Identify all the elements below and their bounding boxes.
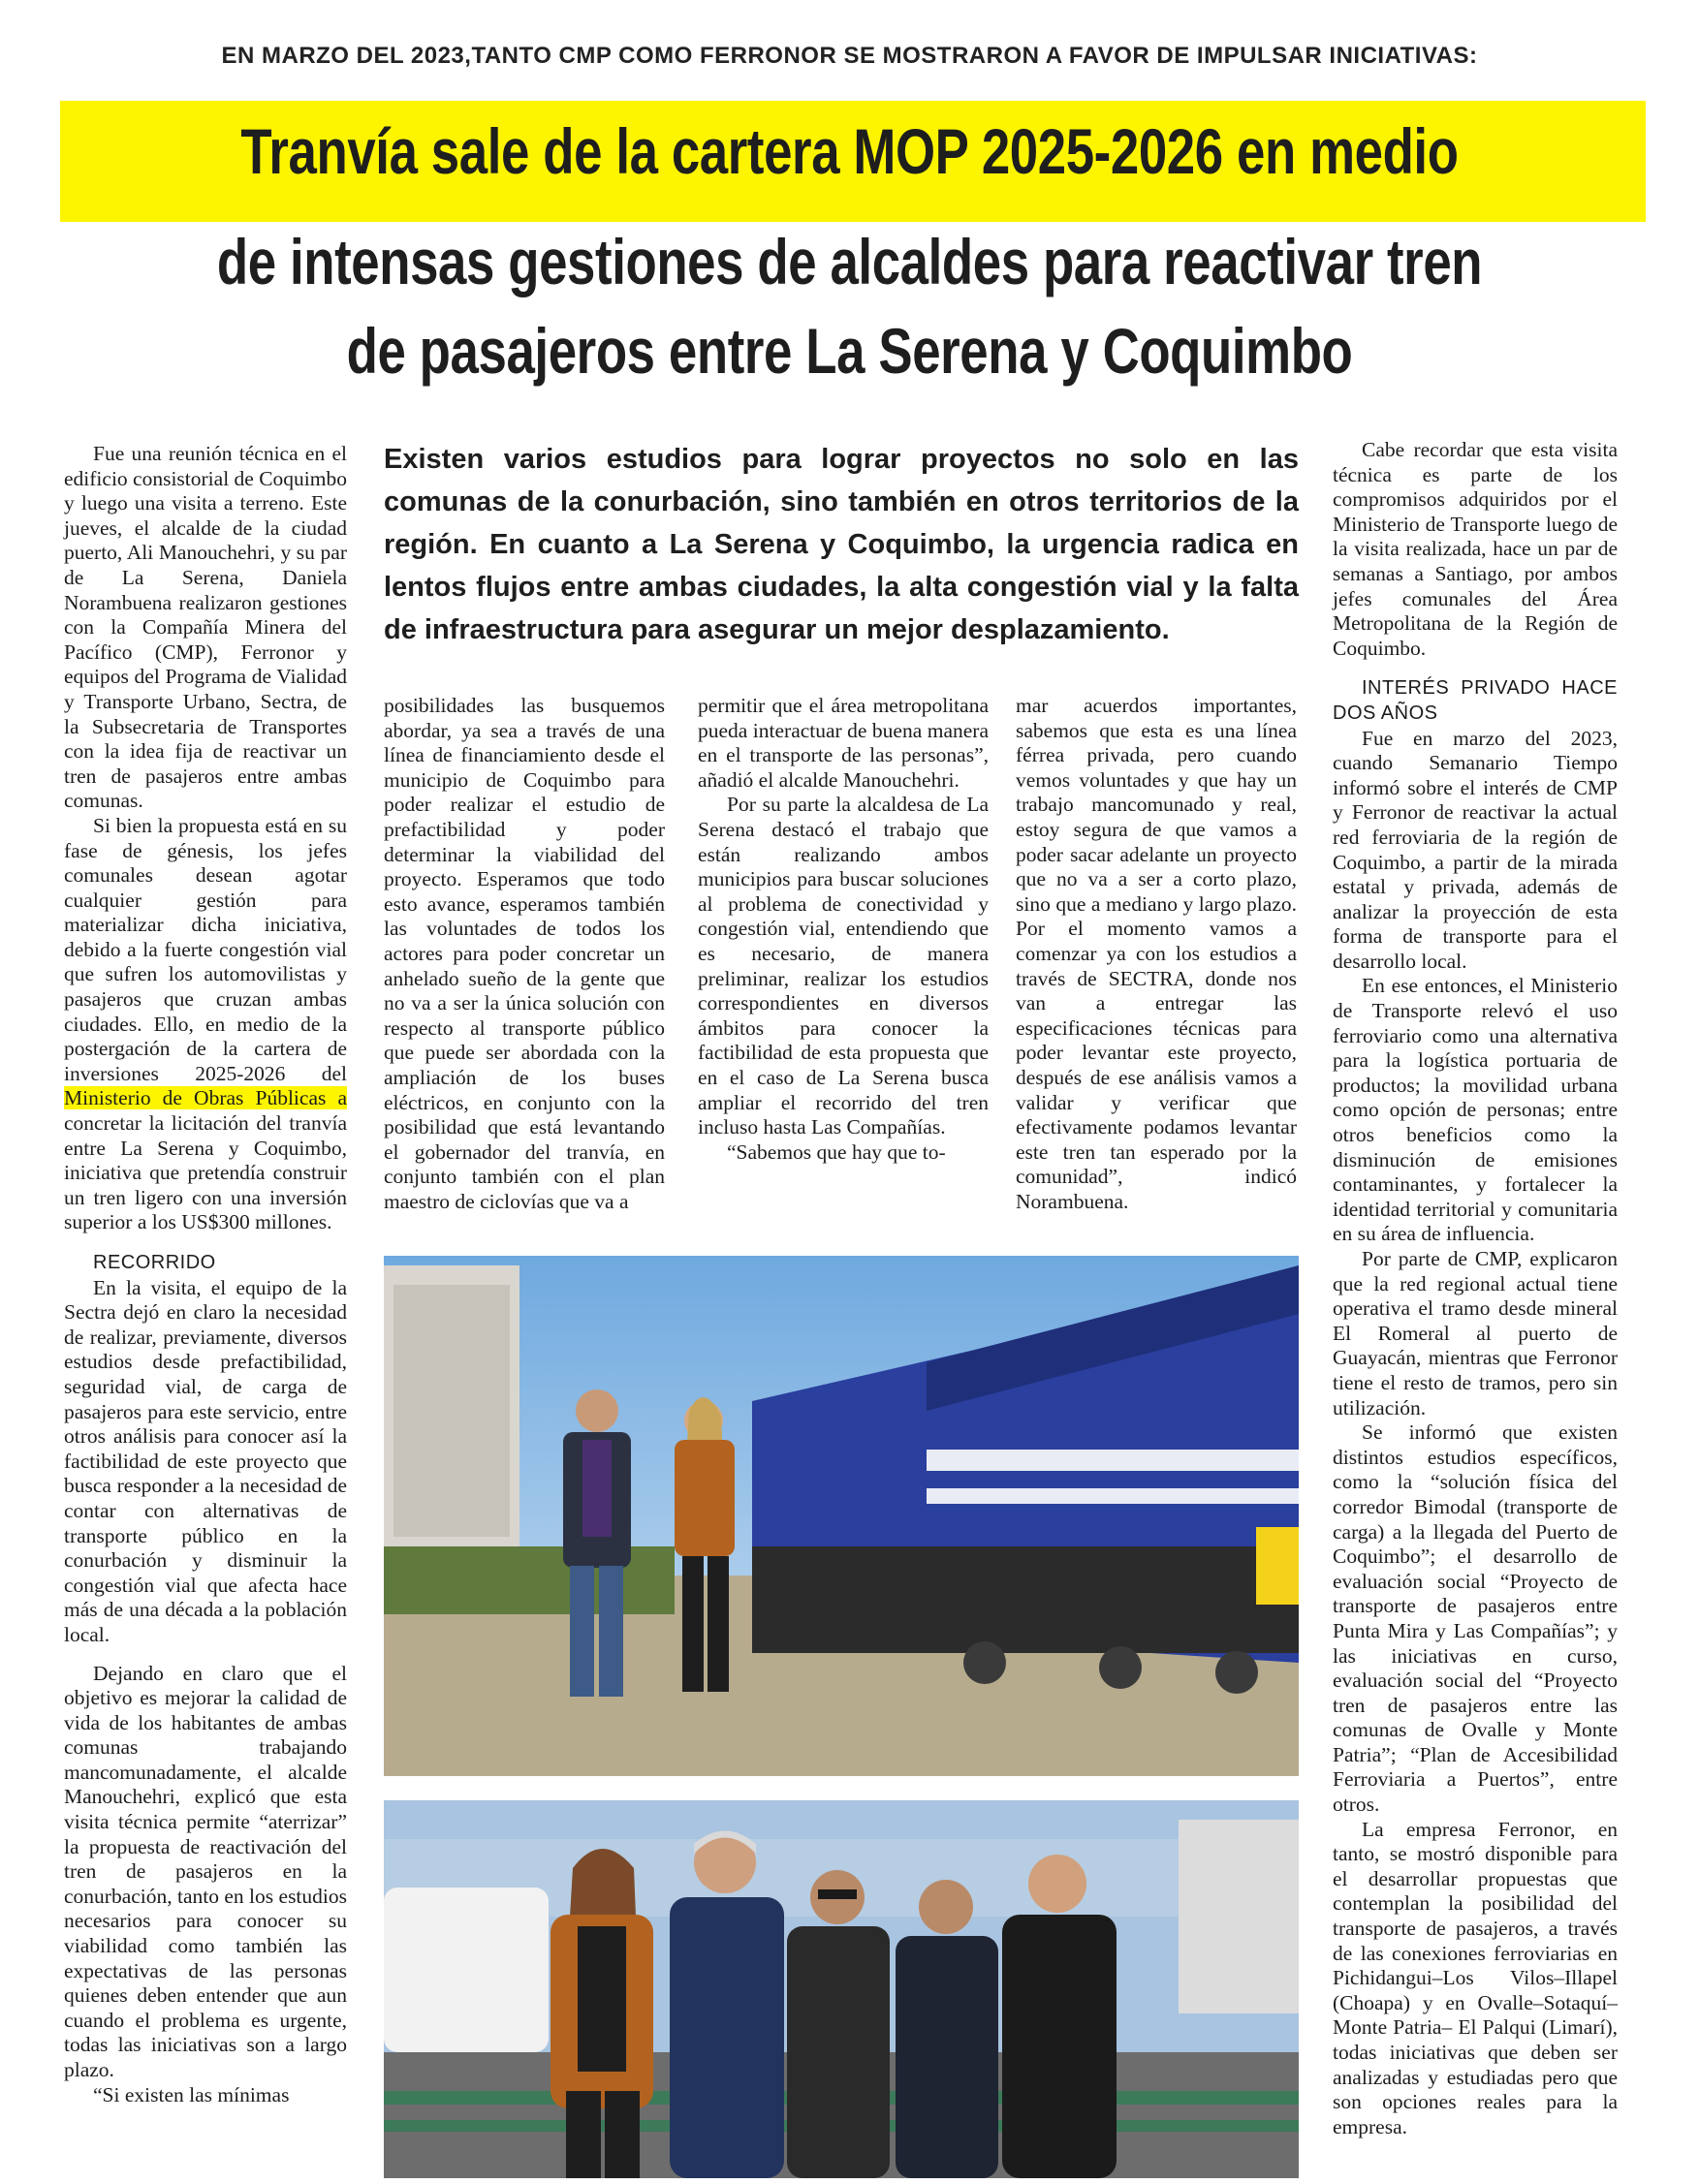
headline-line-1: Tranvía sale de la cartera MOP 2025-2026 en medio xyxy=(240,115,1459,187)
lead-paragraph: Existen varios estudios para lograr proyectos no solo en las comunas de la conurbación, sino también en otros territorios de la región. En cuanto a La Serena y Coquimbo, la urgencia radica en lentos flujos entre ambas ciudades, la alta congestión vial y la falta de infraestructura para asegurar un mejor desplazamiento. xyxy=(384,444,1299,645)
col3-paragraph: “Sabemos que hay que to- xyxy=(727,1139,946,1164)
column-4 xyxy=(1016,694,1297,1214)
highlighted-ministry-text: Ministerio de Obras Públicas a xyxy=(64,1086,347,1110)
kicker: EN MARZO DEL 2023,TANTO CMP COMO FERRONOR SE MOSTRARON A FAVOR DE IMPULSAR INICIATIVAS: xyxy=(221,43,1478,69)
white-truck xyxy=(384,1888,549,2052)
col4-paragraph: mar acuerdos importantes, sabemos que esta es una línea férrea privada, pero cuando vemos voluntades y que hay un trabajo mancomunado y real, estoy segura de que vamos a poder sacar adelante un proyecto que no va a ser a corto plazo, sino que a mediano y largo plazo. Por el momento vamos a comenzar ya con los estudios a través de SECTRA, donde nos van a entregar las especificaciones técnicas para poder levantar este proyecto, después de ese análisis vamos a validar y verificar que efectivamente podamos levantar este tren tan esperado por la comunidad”, indicó Norambuena. xyxy=(1016,694,1297,1213)
col5-paragraph: La empresa Ferronor, en tanto, se mostró disponible para el desarrollar propuestas que contemplan la posibilidad del transporte de pasajeros, a través de las conexiones ferroviarias en Pichidangui–Los Vilos–Illapel (Choapa) y en Ovalle–Sotaquí–Monte Patria– El Palqui (Limarí), todas iniciativas que deben ser analizadas y estudiadas pero que son opciones reales para la empresa. xyxy=(1333,1817,1618,2138)
col1-p2b: concretar la licitación del tranvía entre La Serena y Coquimbo, iniciativa que pretendía construir un tren ligero con una inversión superior a los US$300 millones. xyxy=(64,1111,347,1234)
col1-paragraph xyxy=(64,814,347,1235)
column-2 xyxy=(384,694,665,1214)
column-3 xyxy=(698,694,989,1165)
building xyxy=(1179,1820,1299,2013)
col3-paragraph: Por su parte la alcaldesa de La Serena destacó el trabajo que están realizando ambos municipios para buscar soluciones al problema de conectividad y congestión vial, entendiendo que es necesario, de manera preliminar, realizar los estudios correspondientes en diversos ámbitos para conocer la factibilidad de esta propuesta que en el caso de La Serena busca ampliar el recorrido del tren incluso hasta Las Compañías. xyxy=(698,793,989,1139)
col3-paragraph: permitir que el área metropolitana pueda interactuar de buena manera en el transporte de las personas”, añadió el alcalde Manouchehri. xyxy=(698,694,989,792)
photo-train-visit xyxy=(384,1256,1299,1776)
col2-paragraph: posibilidades las busquemos abordar, ya sea a través de una línea de financiamiento desde el municipio de Coquimbo para poder realizar el estudio de prefactibilidad y poder determinar la viabilidad del proyecto. Esperamos que todo esto avance, esperamos también las voluntades de todos los actores para poder concretar un anhelado sueño de la gente que no va a ser la única solución con respecto al transporte público que puede ser abordada con la ampliación de los buses eléctricos, en conjunto con la posibilidad que está levantando el gobernador del tranvía, en conjunto también con el plan maestro de ciclovías que va a xyxy=(384,694,665,1213)
col1-paragraph: En la visita, el equipo de la Sectra dejó en claro la necesidad de realizar, previamente, diversos estudios desde prefactibilidad, seguridad vial, de carga de pasajeros para este servicio, entre otros análisis para conocer así la factibilidad de este proyecto que busca responder a la necesidad de contar con alternativas de transporte público en la conurbación y disminuir la congestión vial que afecta hace más de una década a la población local. xyxy=(64,1275,347,1646)
subheading-recorrido: RECORRIDO xyxy=(93,1252,216,1273)
column-1 xyxy=(64,442,347,2107)
headline-line-3: de pasajeros entre La Serena y Coquimbo xyxy=(346,315,1353,387)
col5-paragraph: Se informó que existen distintos estudios específicos, como la “solución física del corredor Bimodal (transporte de carga) a la llegada del Puerto de Coquimbo”; el desarrollo de evaluación social “Proyecto de transporte de pasajeros entre Punta Mira y Las Compañías”; y las iniciativas en curso, evaluación social del “Proyecto tren de pasajeros entre las comunas de Ovalle y Monte Patria”; “Plan de Accesibilidad Ferroviaria a Puertos”, entre otros. xyxy=(1333,1420,1618,1817)
col5-paragraph: Cabe recordar que esta visita técnica es parte de los compromisos adquiridos por el Ministerio de Transporte luego de la visita realizada, hace un par de semanas a Santiago, por ambos jefes comunales del Área Metropolitana de la Región de Coquimbo. xyxy=(1333,438,1618,660)
column-5 xyxy=(1333,438,1618,2139)
col1-paragraph: Fue una reunión técnica en el edificio consistorial de Coquimbo y luego una visita a terreno. Este jueves, el alcalde de la ciudad puerto, Ali Manouchehri, y su par de La Serena, Daniela Norambuena realizaron gestiones con la Compañía Minera del Pacífico (CMP), Ferronor y equipos del Programa de Vialidad y Transporte Urbano, Sectra, de la Subsecretaria de Transportes con la idea fija de reactivar un tren de pasajeros entre ambas comunas. xyxy=(64,442,347,813)
col5-paragraph: En ese entonces, el Ministerio de Transporte relevó el uso ferroviario como una alternativa para la logística portuaria de productos; la movilidad urbana como opción de personas; entre otros beneficios como la disminución de emisiones contaminantes, y fortalecer la identidad territorial y comunitaria en su área de influencia. xyxy=(1333,974,1618,1246)
col5-paragraph: Fue en marzo del 2023, cuando Semanario Tiempo informó sobre el interés de CMP y Ferronor de reactivar la actual red ferroviaria de la región de Coquimbo, a partir de la mirada estatal y privada, además de analizar la proyección de esta forma de transporte para el desarrollo local. xyxy=(1333,726,1618,973)
col1-paragraph: Dejando en claro que el objetivo es mejorar la calidad de vida de los habitantes de ambas comunas trabajando mancomunadamente, el alcalde Manouchehri, explicó que esta visita técnica permite “aterrizar” la propuesta de reactivación del tren de pasajeros en la conurbación, tanto en los estudios necesarios para conocer su viabilidad como también las expectativas de las personas quienes deben entender que aun cuando el problema es urgente, todas las iniciativas son a largo plazo. xyxy=(64,1661,347,2081)
subheading-interes-privado: INTERÉS PRIVADO HACE DOS AÑOS xyxy=(1333,677,1618,724)
headline-line-2: de intensas gestiones de alcaldes para reactivar tren xyxy=(216,226,1483,297)
col1-p2a: Si bien la propuesta está en su fase de génesis, los jefes comunales desean agotar cualquier gestión para materializar dicha iniciativa, debido a la fuerte congestión vial que sufren los automovilistas y pasajeros que cruzan ambas ciudades. Ello, en medio de la postergación de la cartera de inversiones 2025-2026 del xyxy=(64,813,347,1085)
photo-group xyxy=(384,1800,1299,2178)
col1-paragraph: “Si existen las mínimas xyxy=(93,2082,290,2106)
col5-paragraph: Por parte de CMP, explicaron que la red regional actual tiene operativa el tramo desde mineral El Romeral al puerto de Guayacán, mientras que Ferronor tiene el resto de tramos, pero sin utilización. xyxy=(1333,1247,1618,1420)
